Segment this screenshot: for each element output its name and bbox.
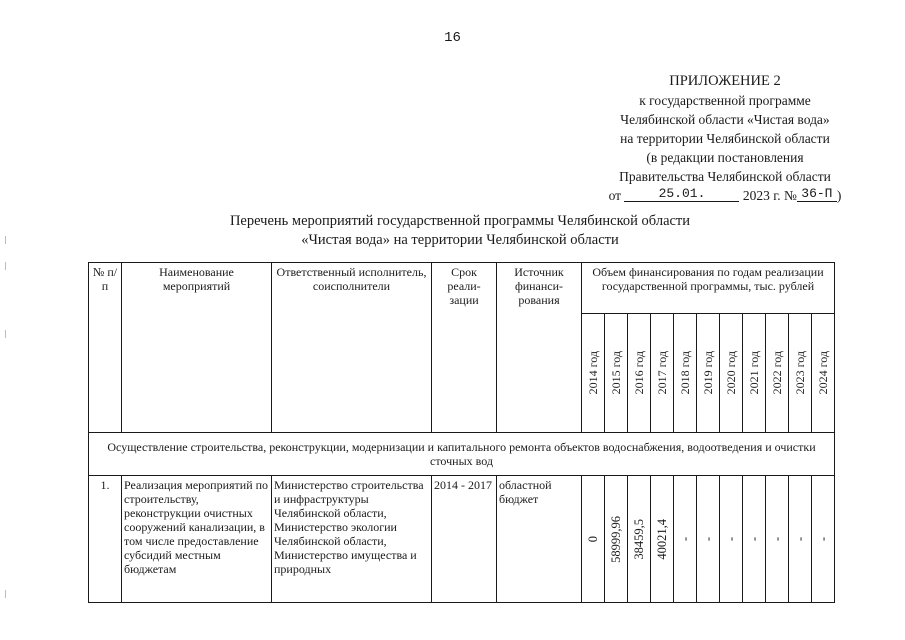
funding-value: -: [724, 536, 738, 542]
year-label: 2024 год: [816, 351, 830, 395]
year-header: [812, 314, 835, 433]
funding-value-cell: [766, 476, 789, 603]
margin-mark: [5, 262, 6, 270]
year-header: [651, 314, 674, 433]
funding-value: 58999,96: [609, 515, 623, 563]
year-label: 2015 год: [609, 351, 623, 395]
year-header: [743, 314, 766, 433]
funding-value: 40021,4: [655, 518, 669, 560]
section-title: Осуществление строительства, реконструкции, модернизации и капитального ремонта объектов водоснабжения, водоотведения и очистки сточных вод: [89, 433, 835, 476]
year-header: [720, 314, 743, 433]
funding-value: 38459,5: [632, 518, 646, 560]
funding-value-cell: [720, 476, 743, 603]
year-header: [674, 314, 697, 433]
funding-value-cell: [697, 476, 720, 603]
row-num: 1.: [89, 476, 122, 603]
margin-mark: [5, 330, 6, 338]
funding-value: -: [747, 536, 761, 542]
date-prefix: от: [608, 188, 622, 203]
year-header: [582, 314, 605, 433]
decree-date-line: [560, 186, 890, 205]
header-executor: Ответственный исполнитель, соисполнители: [272, 263, 432, 433]
appendix-line: Правительства Челябинской области: [619, 169, 831, 184]
funding-value: -: [770, 536, 784, 542]
funding-value-cell: [789, 476, 812, 603]
appendix-line: Челябинской области «Чистая вода»: [620, 112, 830, 127]
funding-value-cell: [605, 476, 628, 603]
year-header: [697, 314, 720, 433]
funding-value: -: [816, 536, 830, 542]
year-label: 2019 год: [701, 351, 715, 395]
funding-value: -: [678, 536, 692, 542]
header-term: Срок реали-зации: [432, 263, 497, 433]
header-funding: Объем финансирования по годам реализации государственной программы, тыс. рублей: [582, 263, 835, 314]
funding-value: -: [793, 536, 807, 542]
funding-value-cell: [743, 476, 766, 603]
title-line: Перечень мероприятий государственной программы Челябинской области: [229, 213, 691, 229]
row-executor: Министерство строительства и инфраструктуры Челябинской области, Министерство экологии Челябинской области, Министерство имущества и природных: [272, 476, 432, 603]
table-row: [89, 476, 835, 603]
year-header: [628, 314, 651, 433]
title-line: «Чистая вода» на территории Челябинской области: [301, 232, 619, 248]
decree-year-text: 2023 г. №: [742, 188, 797, 203]
margin-mark: [5, 590, 6, 598]
row-term: 2014 - 2017: [432, 476, 497, 603]
year-label: 2017 год: [655, 351, 669, 395]
year-label: 2021 год: [747, 351, 761, 395]
decree-date-field: 25.01.: [624, 187, 739, 202]
year-label: 2018 год: [678, 351, 692, 395]
appendix-line: к государственной программе: [639, 93, 811, 108]
appendix-line: на территории Челябинской области: [620, 131, 830, 146]
year-label: 2020 год: [724, 351, 738, 395]
margin-mark: [5, 236, 6, 244]
header-source: Источник финанси-рования: [497, 263, 582, 433]
decree-number-field: 36-П: [797, 187, 837, 202]
year-label: 2023 год: [793, 351, 807, 395]
funding-value-cell: [674, 476, 697, 603]
funding-value-cell: [628, 476, 651, 603]
funding-value: -: [701, 536, 715, 542]
page-number: 16: [444, 30, 461, 46]
header-name: Наименование мероприятий: [122, 263, 272, 433]
year-label: 2022 год: [770, 351, 784, 395]
appendix-block: [560, 72, 890, 205]
appendix-heading: ПРИЛОЖЕНИЕ 2: [669, 73, 781, 89]
funding-value: 0: [586, 535, 600, 543]
year-header: [766, 314, 789, 433]
closing-paren: ): [836, 188, 842, 203]
row-source: областной бюджет: [497, 476, 582, 603]
header-num: № п/п: [89, 263, 122, 433]
appendix-line: (в редакции постановления: [646, 150, 804, 165]
year-label: 2014 год: [586, 351, 600, 395]
year-header: [605, 314, 628, 433]
year-label: 2016 год: [632, 351, 646, 395]
row-name: Реализация мероприятий по строительству, реконструкции очистных сооружений канализации, в том числе предоставление субсидий местным бюджетам: [122, 476, 272, 603]
funding-value-cell: [582, 476, 605, 603]
year-header: [789, 314, 812, 433]
funding-value-cell: [812, 476, 835, 603]
program-table: [88, 262, 835, 603]
funding-value-cell: [651, 476, 674, 603]
document-title: [100, 212, 820, 250]
